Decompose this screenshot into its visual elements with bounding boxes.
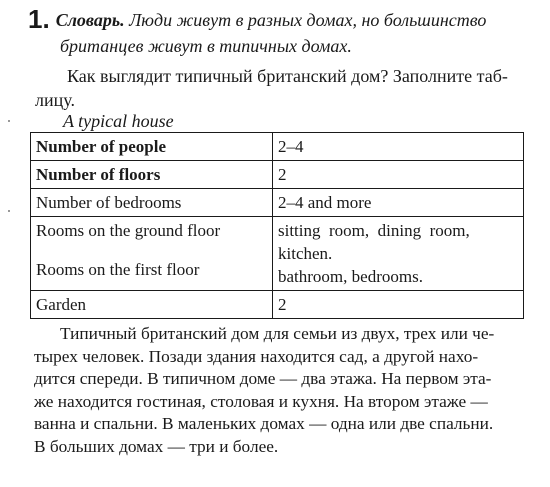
row-value: 2–4 and more [273, 189, 524, 217]
exercise-number: 1. [28, 4, 50, 34]
table-row [31, 189, 524, 217]
row-value: sitting room, dining room, [278, 221, 470, 240]
table-caption: A typical house [63, 111, 174, 131]
margin-mark [8, 210, 10, 212]
row-label: Garden [31, 291, 273, 319]
exercise-heading-line-1 [28, 6, 528, 33]
row-value: 2 [273, 161, 524, 189]
table-row [31, 133, 524, 161]
body-paragraph [34, 323, 526, 458]
row-value: 2 [273, 291, 524, 319]
paragraph-line: дится спереди. В типичном доме — два этажа. На первом эта- [34, 369, 492, 388]
exercise-task-line-2: британцев живут в типичных домах. [60, 36, 352, 56]
row-spacer [36, 242, 267, 258]
row-value: bathroom, bedrooms. [278, 267, 423, 286]
row-label: Rooms on the first floor [36, 260, 200, 279]
row-label-stack [31, 217, 273, 291]
exercise-task-line-1: Люди живут в разных домах, но большинство [129, 10, 487, 30]
paragraph-line: Типичный британский дом для семьи из двух, трех или че- [60, 324, 495, 343]
table-row [31, 291, 524, 319]
house-table [30, 132, 524, 319]
exercise-heading [28, 6, 528, 59]
table-row [31, 161, 524, 189]
margin-mark [8, 120, 10, 122]
paragraph-line: В больших домах — три и более. [34, 436, 279, 456]
row-value: kitchen. [278, 244, 333, 263]
paragraph-line: ванна и спальни. В маленьких домах — одна или две спальни. [34, 414, 494, 433]
exercise-label: Словарь. [55, 10, 125, 30]
paragraph-line: тырех человек. Позади здания находится сад, а другой нахо- [34, 346, 479, 366]
table-row [31, 217, 524, 291]
paragraph-line: же находится гостиная, столовая и кухня. На втором этаже — [34, 391, 488, 411]
row-label: Number of floors [31, 161, 273, 189]
row-label: Number of people [31, 133, 273, 161]
row-label: Rooms on the ground floor [36, 221, 221, 240]
instruction-line-1: Как выглядит типичный британский дом? Заполните таб- [67, 66, 508, 86]
instruction-line-2: лицу. [35, 90, 75, 110]
row-value-stack [273, 217, 524, 291]
row-label: Number of bedrooms [31, 189, 273, 217]
row-value: 2–4 [273, 133, 524, 161]
